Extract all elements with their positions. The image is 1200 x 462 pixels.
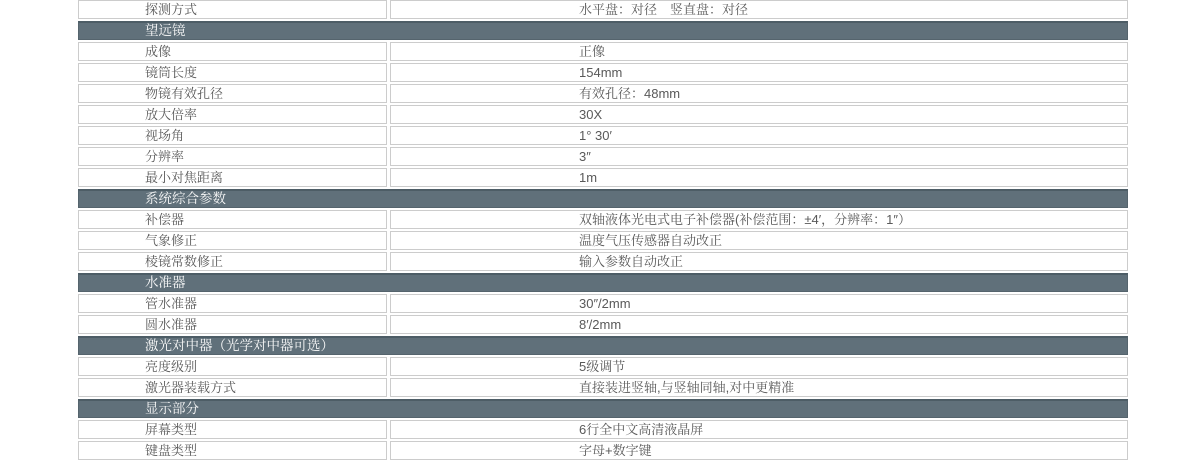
spec-label-cell: 激光器装载方式 — [78, 378, 387, 397]
spec-value-cell: 温度气压传感器自动改正 — [390, 231, 1128, 250]
table-row — [78, 105, 1128, 124]
spec-label-cell: 分辨率 — [78, 147, 387, 166]
table-row — [78, 420, 1128, 439]
table-row — [78, 168, 1128, 187]
section-header-row — [78, 336, 1128, 355]
section-header-label: 望远镜 — [78, 21, 1128, 40]
table-row — [78, 126, 1128, 145]
spec-label-cell: 探测方式 — [78, 0, 387, 19]
table-row — [78, 0, 1128, 19]
spec-value-cell: 输入参数自动改正 — [390, 252, 1128, 271]
spec-label-cell: 物镜有效孔径 — [78, 84, 387, 103]
spec-label-cell: 气象修正 — [78, 231, 387, 250]
table-row — [78, 42, 1128, 61]
section-header-label: 显示部分 — [78, 399, 1128, 418]
table-row — [78, 294, 1128, 313]
spec-label-cell: 棱镜常数修正 — [78, 252, 387, 271]
table-row — [78, 231, 1128, 250]
spec-value-cell: 1m — [390, 168, 1128, 187]
table-row — [78, 210, 1128, 229]
section-header-row — [78, 273, 1128, 292]
section-header-row — [78, 21, 1128, 40]
table-row — [78, 378, 1128, 397]
spec-value-cell: 正像 — [390, 42, 1128, 61]
spec-value-cell: 30X — [390, 105, 1128, 124]
section-header-label: 激光对中器（光学对中器可选） — [78, 336, 1128, 355]
spec-value-cell: 有效孔径：48mm — [390, 84, 1128, 103]
spec-label-cell: 圆水准器 — [78, 315, 387, 334]
spec-label-cell: 放大倍率 — [78, 105, 387, 124]
table-row — [78, 357, 1128, 376]
spec-label-cell: 亮度级别 — [78, 357, 387, 376]
spec-value-cell: 3″ — [390, 147, 1128, 166]
section-header-label: 水准器 — [78, 273, 1128, 292]
spec-value-cell: 水平盘：对径 竖直盘：对径 — [390, 0, 1128, 19]
spec-value-cell: 5级调节 — [390, 357, 1128, 376]
spec-value-cell: 双轴液体光电式电子补偿器(补偿范围：±4′，分辨率：1″） — [390, 210, 1128, 229]
spec-value-cell: 6行全中文高清液晶屏 — [390, 420, 1128, 439]
spec-label-cell: 屏幕类型 — [78, 420, 387, 439]
table-row — [78, 84, 1128, 103]
spec-value-cell: 8′/2mm — [390, 315, 1128, 334]
spec-value-cell: 字母+数字键 — [390, 441, 1128, 460]
spec-value-cell: 154mm — [390, 63, 1128, 82]
spec-label-cell: 最小对焦距离 — [78, 168, 387, 187]
spec-value-cell: 直接装进竖轴,与竖轴同轴,对中更精准 — [390, 378, 1128, 397]
table-row — [78, 252, 1128, 271]
section-header-label: 系统综合参数 — [78, 189, 1128, 208]
spec-value-cell: 30″/2mm — [390, 294, 1128, 313]
spec-label-cell: 成像 — [78, 42, 387, 61]
table-row — [78, 315, 1128, 334]
table-row — [78, 147, 1128, 166]
section-header-row — [78, 189, 1128, 208]
spec-label-cell: 补偿器 — [78, 210, 387, 229]
spec-table — [78, 0, 1128, 462]
spec-label-cell: 键盘类型 — [78, 441, 387, 460]
spec-label-cell: 视场角 — [78, 126, 387, 145]
table-row — [78, 63, 1128, 82]
table-row — [78, 441, 1128, 460]
spec-value-cell: 1° 30′ — [390, 126, 1128, 145]
spec-label-cell: 管水准器 — [78, 294, 387, 313]
section-header-row — [78, 399, 1128, 418]
spec-label-cell: 镜筒长度 — [78, 63, 387, 82]
